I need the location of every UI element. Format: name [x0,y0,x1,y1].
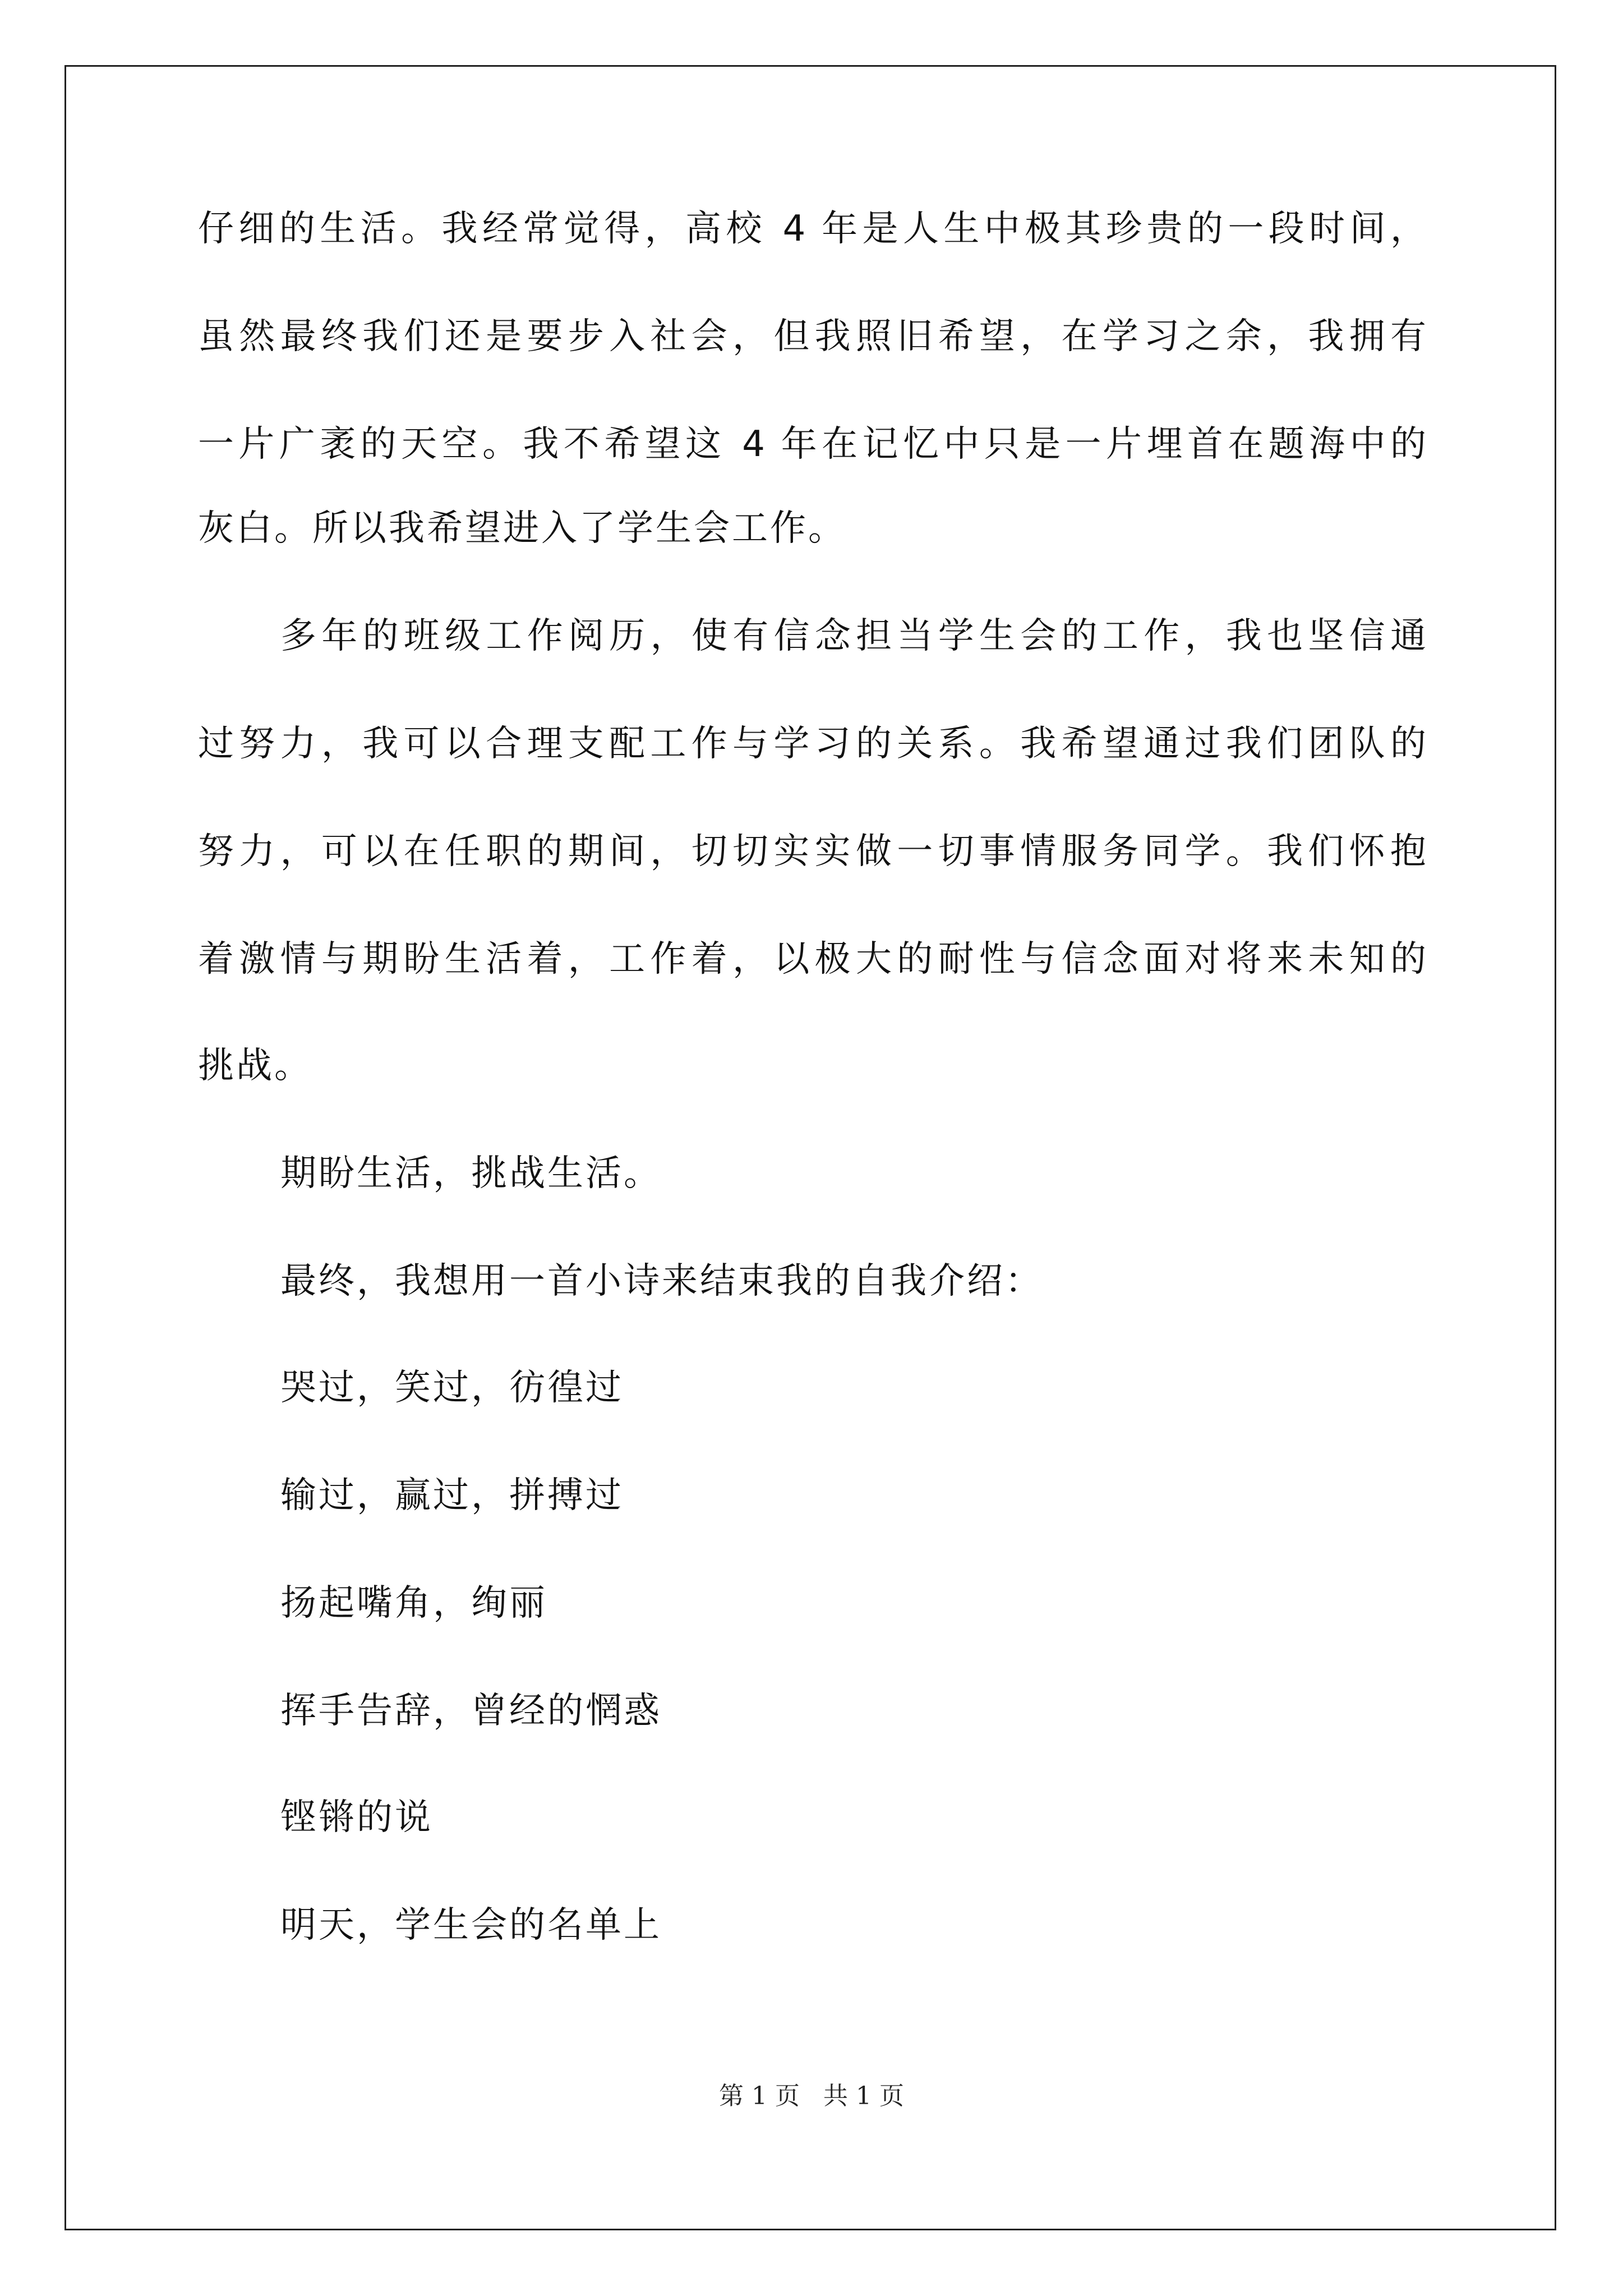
paragraph-line: 多年的班级工作阅历，使有信念担当学生会的工作，我也坚信通 [280,615,1426,657]
paragraph-line: 一片广袤的天空。我不希望这 4 年在记忆中只是一片埋首在题海中的 [198,424,1426,465]
paragraph-line: 努力，可以在任职的期间，切切实实做一切事情服务同学。我们怀抱 [198,831,1426,872]
poem-line: 明天，学生会的名单上 [280,1904,662,1946]
poem-line: 哭过，笑过，彷徨过 [280,1367,624,1409]
paragraph-line: 虽然最终我们还是要步入社会，但我照旧希望，在学习之余，我拥有 [198,316,1426,357]
poem-line: 扬起嘴角，绚丽 [280,1582,547,1624]
paragraph-line: 仔细的生活。我经常觉得，高校 4 年是人生中极其珍贵的一段时间， [198,208,1426,250]
paragraph-line: 期盼生活，挑战生活。 [280,1153,662,1194]
poem-line: 挥手告辞，曾经的惘惑 [280,1690,662,1732]
paragraph-line: 最终，我想用一首小诗来结束我的自我介绍： [280,1260,1043,1302]
poem-line: 输过，赢过，拼搏过 [280,1475,624,1516]
paragraph-line: 过努力，我可以合理支配工作与学习的关系。我希望通过我们团队的 [198,723,1426,765]
paragraph-line: 灰白。所以我希望进入了学生会工作。 [198,508,846,549]
page-footer: 第 1 页 共 1 页 [719,2082,904,2110]
paragraph-line: 着激情与期盼生活着，工作着，以极大的耐性与信念面对将来未知的 [198,938,1426,980]
paragraph-line: 挑战。 [198,1045,312,1087]
poem-line: 铿锵的说 [280,1797,433,1838]
